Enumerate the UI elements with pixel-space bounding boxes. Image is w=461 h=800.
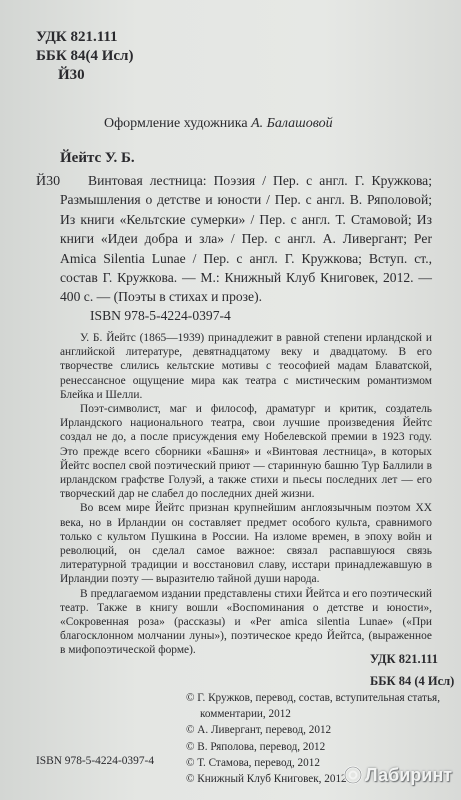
copyright-line: © Г. Кружков, перевод, состав, вступительная статья, комментарии, 2012 [186,692,440,721]
annotation-paragraph: В предлагаемом издании представлены стихи Йейтса и его поэтический театр. Также в книгу вошли «Воспоминания о детстве и юности», «Сокровенная роза» (рассказы) и «Per amica silentia Lunae» («При благосклонном молчании луны»), поэтическое кредо Йейтса, (выраженное в мифопоэтической форме). [60,587,432,657]
labirint-watermark [343,765,452,786]
top-classification-codes [36,28,133,85]
annotation-paragraph: Во всем мире Йейтс признан крупнейшим англоязычным поэтом XX века, но в Ирландии он составляет предмет особого культа, сравнимого только с культом Пушкина в России. На изломе времен, в эпоху войн и революций, он сделал самое важное: связал распавшуюся связь литературной традиции и восстановил славу, исстари принадлежавшую в Ирландии поэту — выразителю тайной души народа. [60,502,432,586]
udk-code-bottom: УДК 821.111 [370,652,438,666]
bibliographic-description [60,171,432,307]
bbk-code-bottom: ББК 84 (4 Исл) [370,674,455,688]
entry-author-sign: Й30 [36,174,61,189]
bibliographic-text: Винтовая лестница: Поэзия / Пер. с англ. Г. Кружкова; Размышления о детстве и юности / Пер. с англ. В. Ряполовой; Из книги «Кельтские сумерки» / Пер. с англ. Т. Стамовой; Из книги «Идеи добра и зла» / Пер. с англ. А. Ливергант; Per Amica Silentia Lunae / Пер. с англ. Г. Кружкова; Вступ. ст., состав Г. Кружкова. — М.: Книжный Клуб Книговек, 2012. — 400 с. — (Поэты в стихах и прозе). [60,173,432,305]
isbn: ISBN 978-5-4224-0397-4 [90,308,231,323]
copyright-line: © Т. Стамова, перевод, 2012 [186,756,320,769]
bottom-classification-codes [370,648,454,692]
author-sign: Й30 [58,67,85,83]
annotation [60,331,432,658]
designer-credit [104,116,333,132]
bbk-code: ББК 84(4 Исл) [36,48,134,64]
labirint-logo-icon [343,765,363,785]
watermark-text: Лабиринт [365,765,453,785]
udk-code: УДК 821.111 [36,29,118,45]
author-name: Йейтс У. Б. [60,150,135,166]
annotation-paragraph: Поэт-символист, маг и философ, драматург и критик, создатель Ирландского национального театра, свои лучшие произведения Йейтс создал не до, а после присуждения ему Нобелевской премии в 1923 году. Это прежде всего сборники «Башня» и «Винтовая лестница», в которых Йейтс воспел свой поэтический приют — старинную башню Тур Баллили в ирландском графстве Голуэй, а также стихи и пьесы последних лет — его творческий дар не слабел до последних дней жизни. [60,403,432,501]
designer-name: А. Балашовой [251,116,333,131]
copyright-line: © Книжный Клуб Книговек, 2012 [186,773,347,786]
copyright-line: © В. Ряполова, перевод, 2012 [186,740,326,753]
annotation-paragraph: У. Б. Йейтс (1865—1939) принадлежит в равной степени ирландской и английской литературе, девятнадцатому веку и двадцатому. В его творчестве слились кельтские мотивы с теософией мадам Блаватской, ренессансное ощущение мира как театра с мистическим романтизмом Блейка и Шелли. [60,332,432,401]
copyright-line: © А. Ливергант, перевод, 2012 [186,724,332,737]
isbn-bottom: ISBN 978-5-4224-0397-4 [36,755,155,767]
designer-prefix: Оформление художника [104,116,248,131]
